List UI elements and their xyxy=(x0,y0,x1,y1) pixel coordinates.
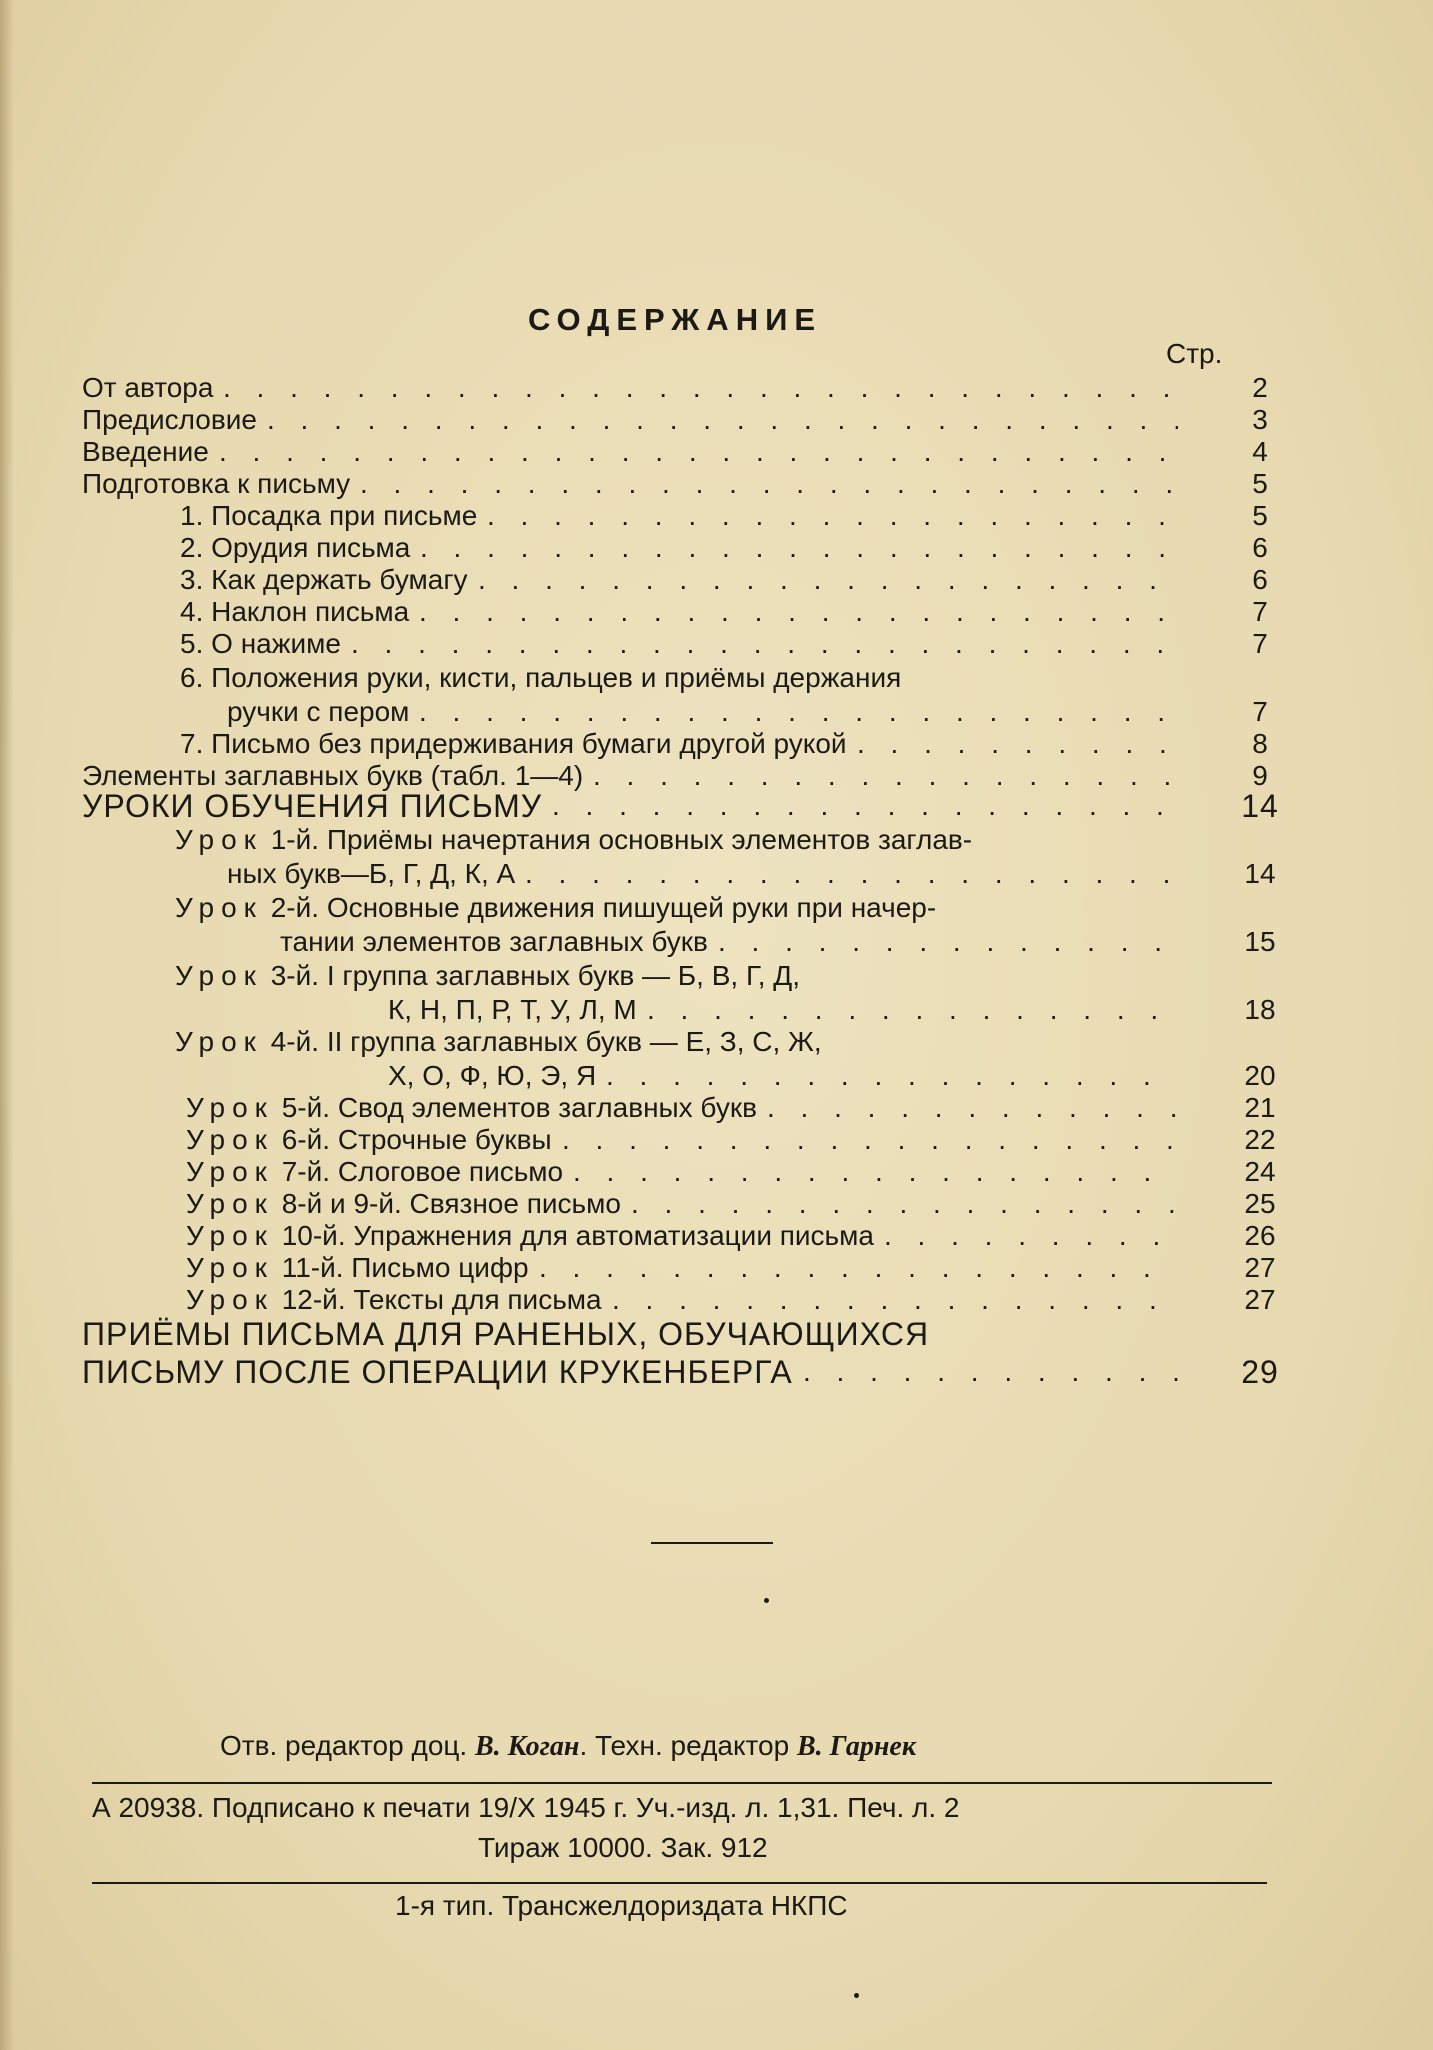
toc-dot-leader xyxy=(767,1092,1178,1124)
toc-page-number: 5 xyxy=(1252,468,1268,499)
toc-entry-title: Урок 11-й. Письмо цифр xyxy=(186,1252,529,1283)
toc-entry-title: 7. Письмо без придерживания бумаги другой рукой xyxy=(180,728,847,759)
toc-entry-title: К, Н, П, Р, Т, У, Л, М xyxy=(388,994,637,1025)
printer-line: 1-я тип. Трансжелдориздата НКПС xyxy=(395,1890,848,1921)
toc-dot-leader xyxy=(525,858,1178,890)
page-column-label: Стр. xyxy=(1166,338,1223,369)
toc-page-number: 24 xyxy=(1244,1156,1276,1187)
toc-dot-leader xyxy=(420,532,1178,564)
toc-entry-title: ных букв—Б, Г, Д, К, А xyxy=(227,858,516,889)
toc-dot-leader xyxy=(419,596,1178,628)
toc-dot-leader xyxy=(562,1124,1178,1156)
toc-dot-leader xyxy=(223,372,1178,404)
toc-entry-title: Подготовка к письму xyxy=(82,468,351,499)
toc-entry-title: 5. О нажиме xyxy=(180,628,341,659)
toc-entry-title: ПИСЬМУ ПОСЛЕ ОПЕРАЦИИ КРУКЕНБЕРГА xyxy=(82,1354,793,1390)
ink-speck xyxy=(854,1993,859,1998)
editor-name: В. Коган xyxy=(474,1731,580,1762)
toc-entry-title: 3. Как держать бумагу xyxy=(180,564,468,595)
toc-page-number: 7 xyxy=(1252,696,1268,727)
toc-dot-leader xyxy=(573,1156,1178,1188)
toc-page-number: 21 xyxy=(1244,1092,1276,1123)
toc-page-number: 26 xyxy=(1244,1220,1276,1251)
toc-entry-title: Урок 1-й. Приёмы начертания основных элементов заглав- xyxy=(175,824,973,855)
lesson-word: Урок xyxy=(186,1284,274,1315)
ink-speck xyxy=(764,1598,769,1603)
imprint-line-2: Тираж 10000. Зак. 912 xyxy=(478,1832,768,1863)
toc-dot-leader xyxy=(219,436,1178,468)
toc-page-number: 14 xyxy=(1244,858,1276,889)
toc-entry-title: Урок 10-й. Упражнения для автоматизации письма xyxy=(186,1220,874,1251)
toc-entry-title: Урок 3-й. I группа заглавных букв — Б, В, Г, Д, xyxy=(175,960,800,991)
toc-page-number: 4 xyxy=(1252,436,1268,467)
lesson-word: Урок xyxy=(186,1124,274,1155)
toc-page-number: 15 xyxy=(1244,926,1276,957)
lesson-word: Урок xyxy=(175,892,263,923)
toc-entry-title: 4. Наклон письма xyxy=(180,596,410,627)
toc-dot-leader xyxy=(360,468,1178,500)
toc-dot-leader xyxy=(647,994,1178,1026)
toc-dot-leader xyxy=(267,404,1178,436)
toc-entry-title: От автора xyxy=(82,372,214,403)
toc-dot-leader xyxy=(351,628,1178,660)
toc-dot-leader xyxy=(803,1356,1178,1388)
toc-dot-leader xyxy=(606,1060,1178,1092)
toc-page-number: 5 xyxy=(1252,500,1268,531)
toc-page-number: 20 xyxy=(1244,1060,1276,1091)
toc-page-number: 27 xyxy=(1244,1252,1276,1283)
toc-entry-title: ручки с пером xyxy=(227,696,410,727)
imprint-rule-bottom xyxy=(92,1882,1267,1884)
toc-entry-title: Урок 12-й. Тексты для письма xyxy=(186,1284,602,1315)
toc-dot-leader xyxy=(612,1284,1178,1316)
toc-entry-title: Введение xyxy=(82,436,209,467)
toc-entry-title: Урок 5-й. Свод элементов заглавных букв xyxy=(186,1092,757,1123)
toc-dot-leader xyxy=(718,926,1178,958)
imprint-line-1: А 20938. Подписано к печати 19/Х 1945 г. Уч.-изд. л. 1,31. Печ. л. 2 xyxy=(92,1792,960,1823)
toc-entry-title: тании элементов заглавных букв xyxy=(280,926,708,957)
toc-page-number: 7 xyxy=(1252,596,1268,627)
toc-page-number: 6 xyxy=(1252,564,1268,595)
toc-page-number: 22 xyxy=(1244,1124,1276,1155)
toc-page-number: 2 xyxy=(1252,372,1268,403)
toc-entry-title: 1. Посадка при письме xyxy=(180,500,478,531)
toc-dot-leader xyxy=(857,728,1178,760)
toc-entry-title: Урок 6-й. Строчные буквы xyxy=(186,1124,552,1155)
tech-editor-name: В. Гарнек xyxy=(796,1731,917,1762)
toc-page-number: 8 xyxy=(1252,728,1268,759)
toc-page-number: 29 xyxy=(1241,1354,1279,1390)
editors-line xyxy=(220,1730,916,1763)
toc-page-number: 9 xyxy=(1252,760,1268,791)
toc-dot-leader xyxy=(884,1220,1178,1252)
toc-entry-title: Урок 7-й. Слоговое письмо xyxy=(186,1156,564,1187)
lesson-word: Урок xyxy=(186,1252,274,1283)
separator-rule xyxy=(651,1542,773,1544)
toc-entry-title: 2. Орудия письма xyxy=(180,532,411,563)
toc-entry-title: Элементы заглавных букв (табл. 1—4) xyxy=(82,760,584,791)
lesson-word: Урок xyxy=(186,1188,274,1219)
toc-dot-leader xyxy=(419,696,1178,728)
toc-page-number: 7 xyxy=(1252,628,1268,659)
toc-entry-title: Урок 2-й. Основные движения пишущей руки при начер- xyxy=(175,892,937,923)
toc-entry-title: 6. Положения руки, кисти, пальцев и приёмы держания xyxy=(180,662,902,693)
toc-dot-leader xyxy=(593,760,1178,792)
toc-page-number: 14 xyxy=(1241,788,1279,824)
tech-editor-prefix: . Техн. редактор xyxy=(579,1730,790,1761)
toc-page-number: 27 xyxy=(1244,1284,1276,1315)
toc-entry-title: УРОКИ ОБУЧЕНИЯ ПИСЬМУ xyxy=(82,788,543,824)
lesson-word: Урок xyxy=(175,824,263,855)
toc-dot-leader xyxy=(539,1252,1178,1284)
toc-entry-title: Х, О, Ф, Ю, Э, Я xyxy=(388,1060,597,1091)
toc-entry-title: ПРИЁМЫ ПИСЬМА ДЛЯ РАНЕНЫХ, ОБУЧАЮЩИХСЯ xyxy=(82,1316,930,1352)
toc-page-number: 25 xyxy=(1244,1188,1276,1219)
lesson-word: Урок xyxy=(186,1092,274,1123)
toc-page-number: 6 xyxy=(1252,532,1268,563)
toc-entry-title: Урок 8-й и 9-й. Связное письмо xyxy=(186,1188,621,1219)
toc-entry-title: Предисловие xyxy=(82,404,257,435)
editor-prefix: Отв. редактор доц. xyxy=(220,1730,468,1761)
contents-heading: СОДЕРЖАНИЕ xyxy=(527,302,823,337)
lesson-word: Урок xyxy=(186,1220,274,1251)
lesson-word: Урок xyxy=(186,1156,274,1187)
toc-dot-leader xyxy=(487,500,1178,532)
imprint-rule-top xyxy=(92,1782,1272,1784)
lesson-word: Урок xyxy=(175,1026,263,1057)
toc-dot-leader xyxy=(552,790,1178,822)
toc-page-number: 18 xyxy=(1244,994,1276,1025)
toc-page-number: 3 xyxy=(1252,404,1268,435)
toc-dot-leader xyxy=(478,564,1178,596)
lesson-word: Урок xyxy=(175,960,263,991)
toc-dot-leader xyxy=(631,1188,1178,1220)
toc-entry-title: Урок 4-й. II группа заглавных букв — Е, З, С, Ж, xyxy=(175,1026,822,1057)
